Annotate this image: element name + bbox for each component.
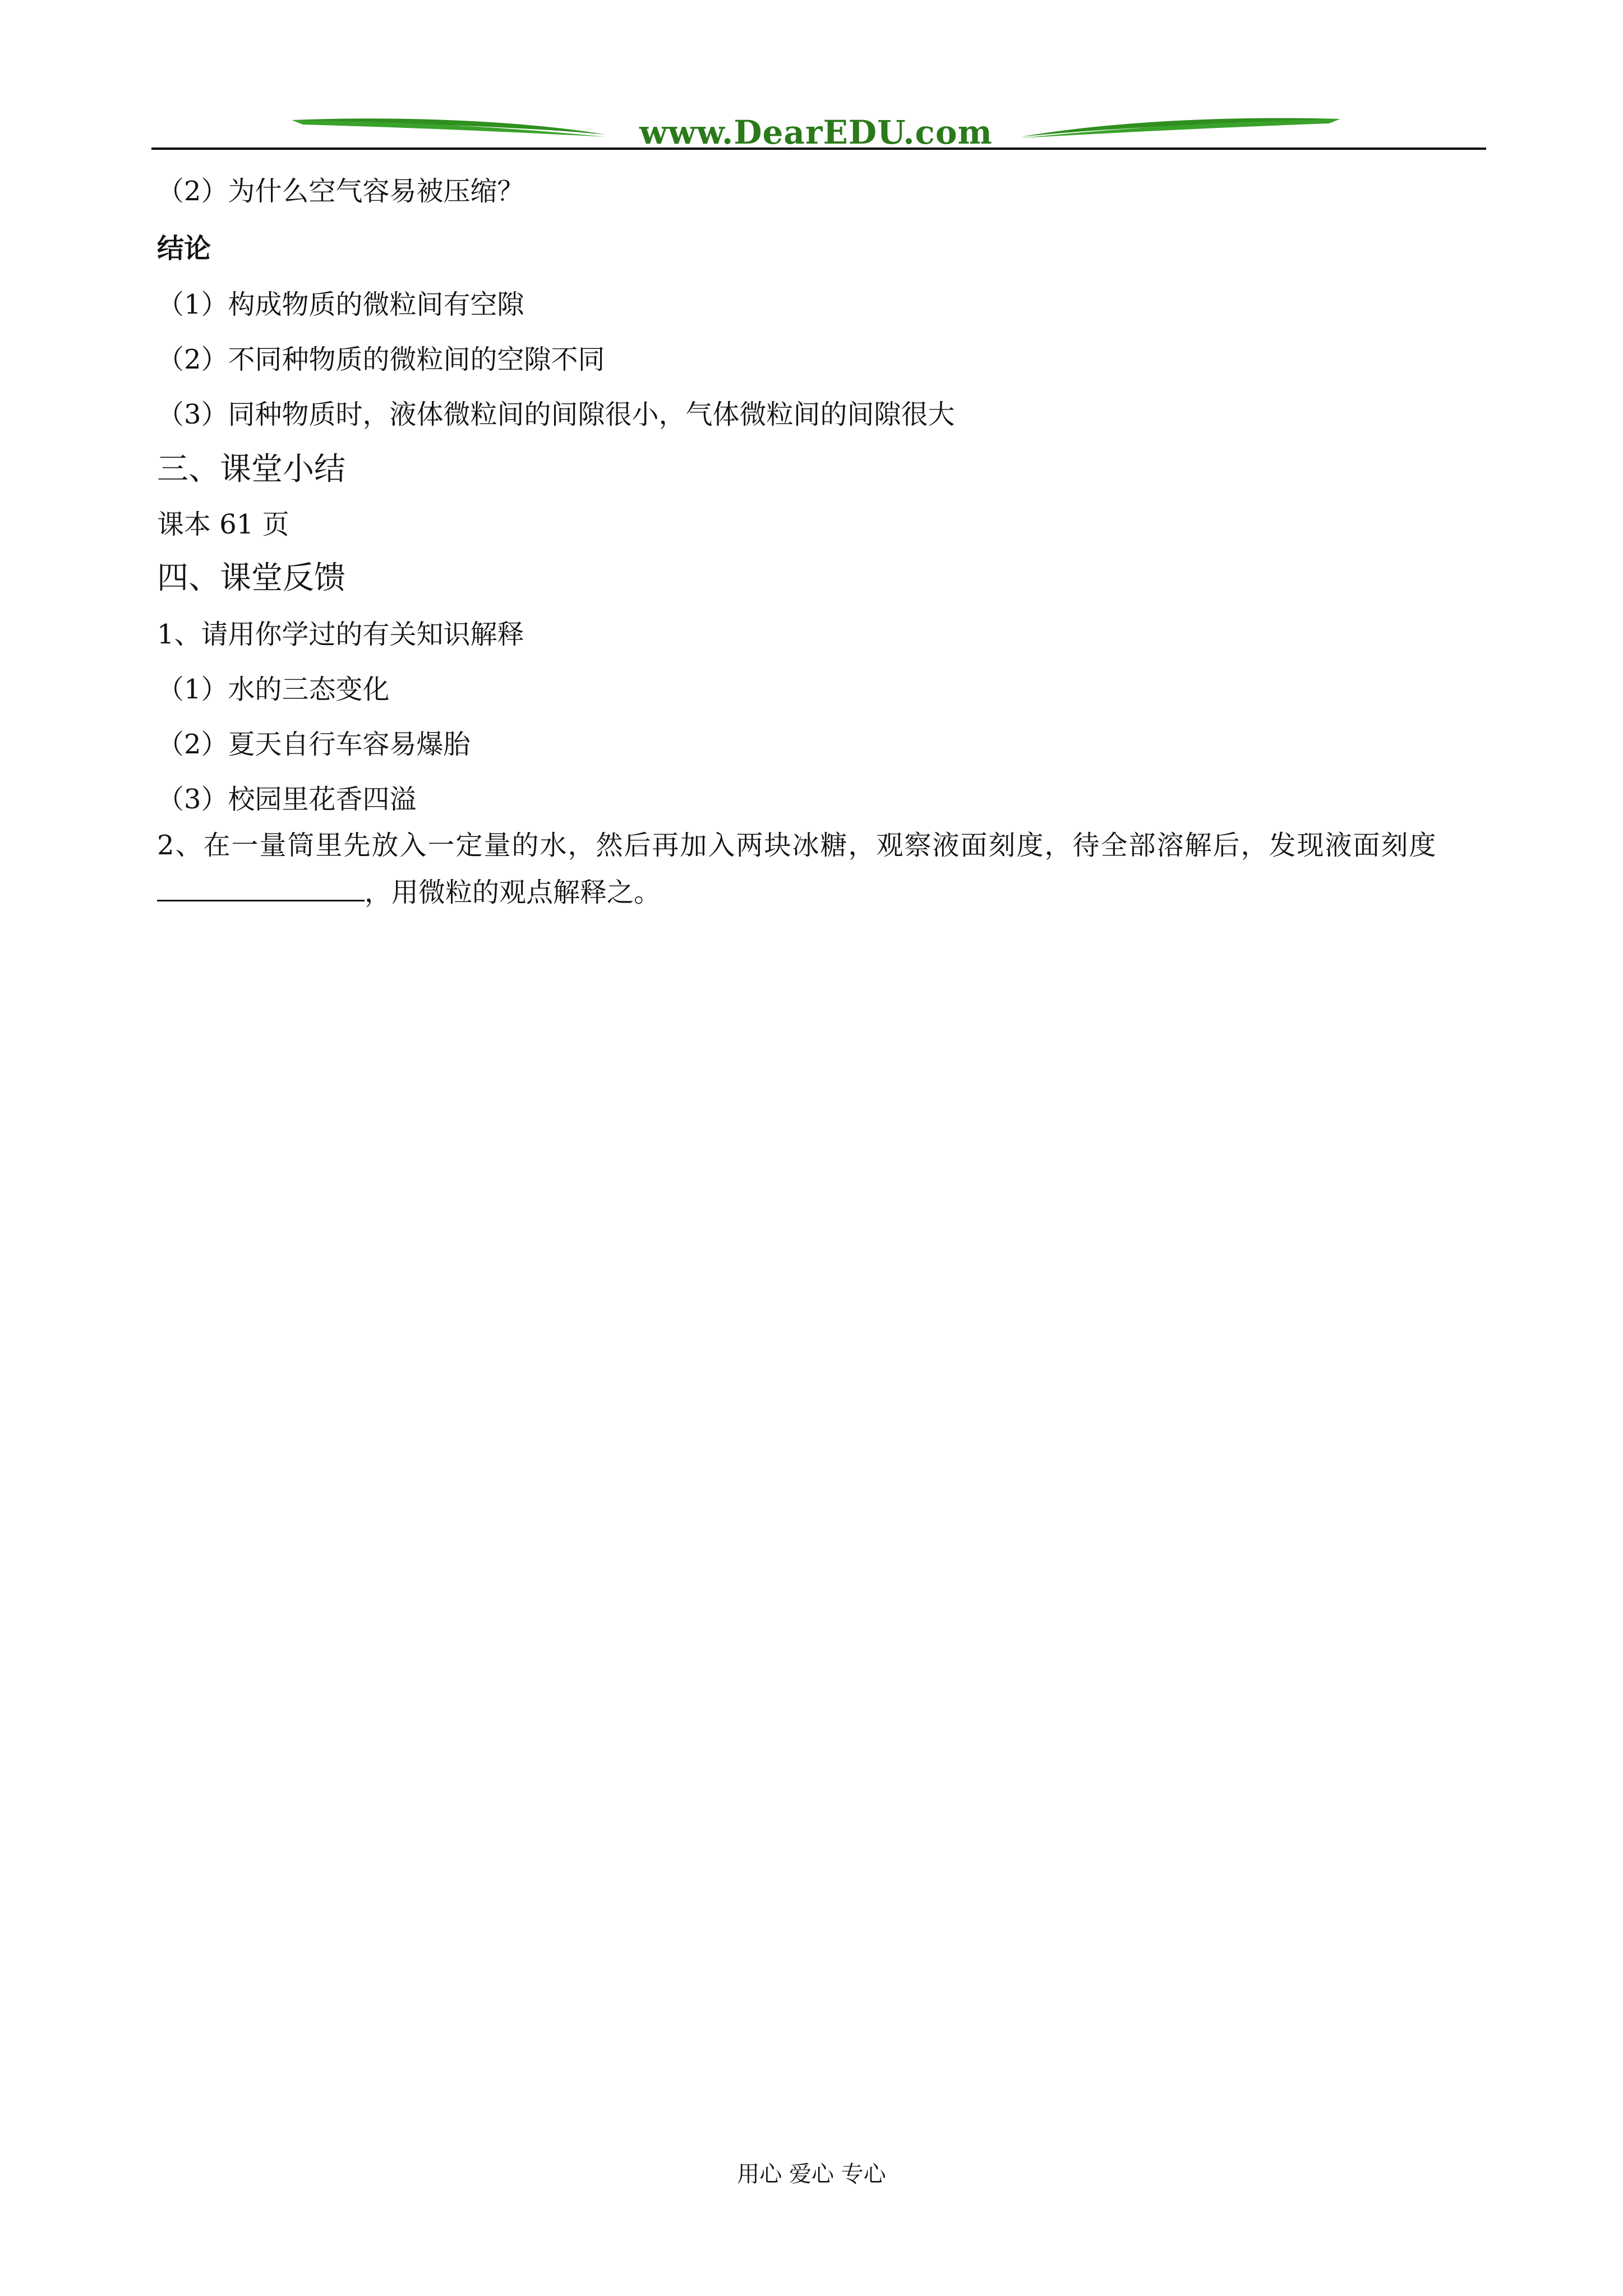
page-footer: 用心 爱心 专心 xyxy=(737,2161,886,2187)
feedback-question-2-line-1: 2、在一量筒里先放入一定量的水，然后再加入两块冰糖，观察液面刻度，待全部溶解后，发现液面刻度 xyxy=(157,830,1437,861)
feedback-item-2: （2）夏天自行车容易爆胎 xyxy=(157,729,471,760)
header-divider xyxy=(151,148,1486,150)
feedback-question-2-line-2 xyxy=(157,871,661,909)
feedback-item-1: （1）水的三态变化 xyxy=(157,674,390,705)
conclusion-item-1: （1）构成物质的微粒间有空隙 xyxy=(157,289,524,320)
question-2-text: （2）为什么空气容易被压缩？ xyxy=(157,176,524,207)
section-feedback-heading: 四、课堂反馈 xyxy=(157,560,345,596)
section-summary-heading: 三、课堂小结 xyxy=(157,451,345,487)
conclusion-heading: 结论 xyxy=(157,233,211,264)
conclusion-item-2: （2）不同种物质的微粒间的空隙不同 xyxy=(157,344,605,375)
feedback-item-3: （3）校园里花香四溢 xyxy=(157,784,417,815)
conclusion-item-3: （3）同种物质时，液体微粒间的间隙很小，气体微粒间的间隙很大 xyxy=(157,399,955,430)
answer-blank xyxy=(157,875,365,901)
banner-site-name: www.DearEDU.com xyxy=(639,113,993,151)
feedback-question-1: 1、请用你学过的有关知识解释 xyxy=(157,619,524,650)
feedback-question-2-suffix: ，用微粒的观点解释之。 xyxy=(365,877,661,908)
section-summary-text: 课本 61 页 xyxy=(157,509,289,540)
